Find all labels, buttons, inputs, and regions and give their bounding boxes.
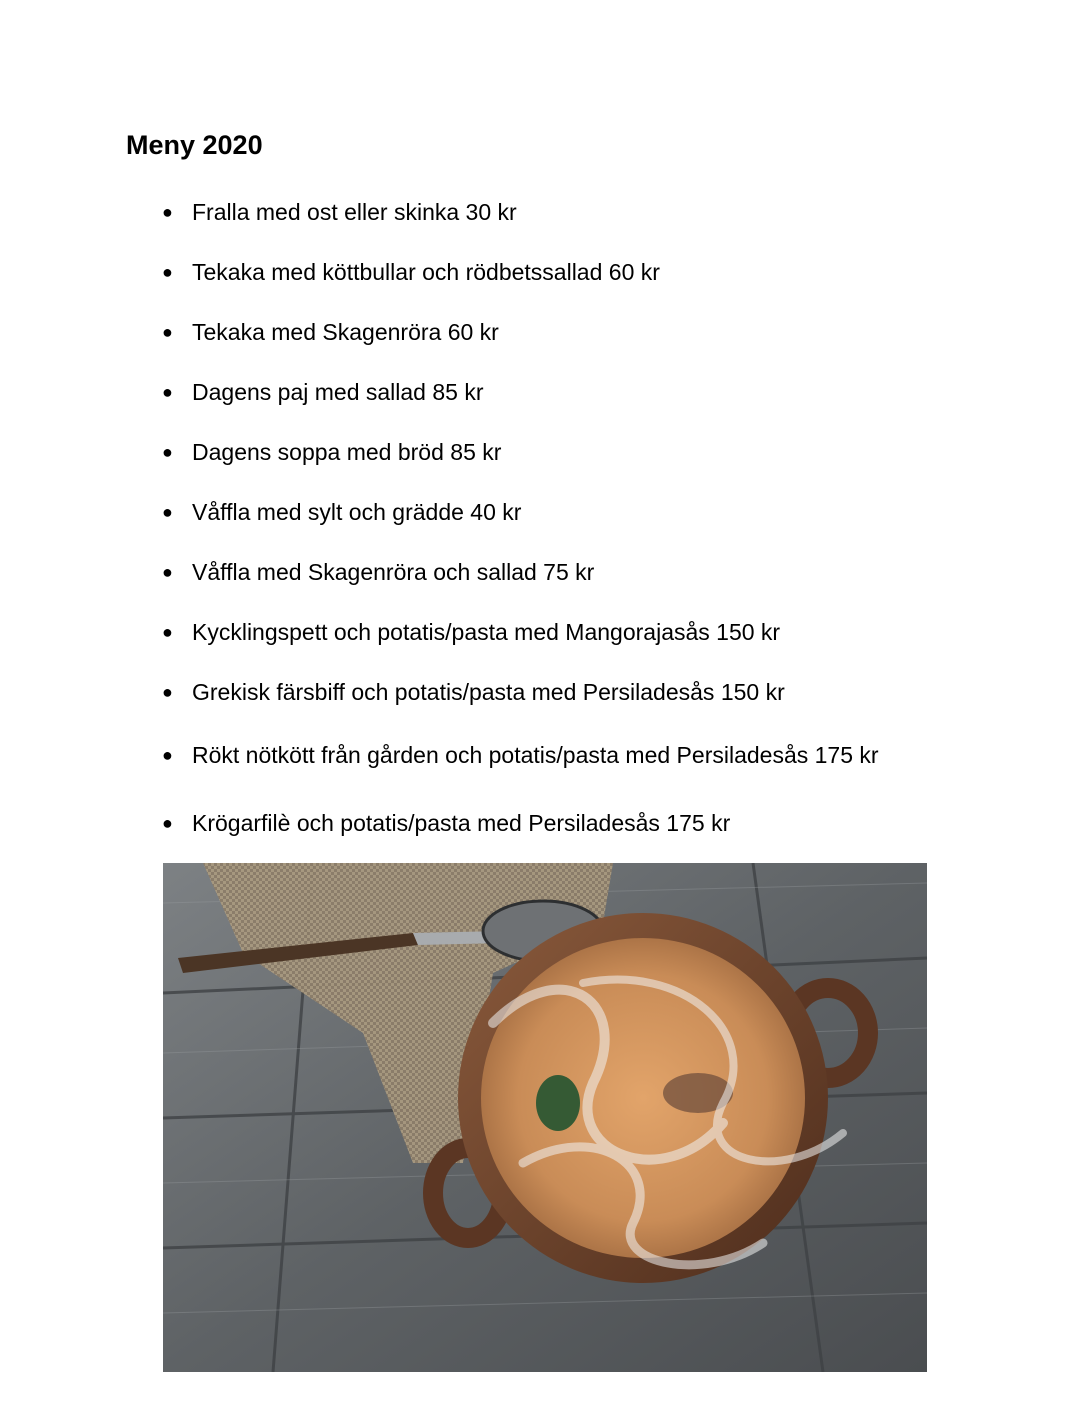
menu-item [162,257,660,287]
menu-item-text: Tekaka med Skagenröra 60 kr [192,319,499,345]
page-title: Meny 2020 [126,130,263,160]
bullet-icon: ● [162,442,173,462]
menu-item [162,557,594,587]
menu-item-text: Kycklingspett och potatis/pasta med Mangorajasås 150 kr [192,619,781,645]
bullet-icon: ● [162,682,173,702]
menu-item [162,317,499,347]
menu-item-text: Våffla med sylt och grädde 40 kr [192,499,522,525]
bullet-icon: ● [162,745,173,765]
menu-item-text: Krögarfilè och potatis/pasta med Persiladesås 175 kr [192,810,731,836]
bullet-icon: ● [162,382,173,402]
bullet-icon: ● [162,622,173,642]
menu-item-text: Grekisk färsbiff och potatis/pasta med Persiladesås 150 kr [192,679,785,705]
bullet-icon: ● [162,813,173,833]
menu-item [162,197,517,227]
menu-item-text: Dagens soppa med bröd 85 kr [192,439,502,465]
menu-item-text: Tekaka med köttbullar och rödbetssallad 60 kr [192,259,660,285]
menu-item [162,377,484,407]
menu-item-text: Fralla med ost eller skinka 30 kr [192,199,517,225]
menu-item [162,808,730,838]
menu-item-text: Rökt nötkött från gården och potatis/pasta med Persiladesås 175 kr [192,742,879,768]
bullet-icon: ● [162,262,173,282]
bullet-icon: ● [162,322,173,342]
menu-item [162,617,780,647]
menu-item [162,677,785,707]
bullet-icon: ● [162,502,173,522]
bullet-icon: ● [162,562,173,582]
menu-item [162,497,521,527]
menu-item-text: Våffla med Skagenröra och sallad 75 kr [192,559,595,585]
menu-item [162,437,501,467]
soup-photo [163,863,927,1372]
menu-item [162,740,879,770]
menu-item-text: Dagens paj med sallad 85 kr [192,379,484,405]
bullet-icon: ● [162,202,173,222]
soup-bowl-illustration [163,863,927,1372]
